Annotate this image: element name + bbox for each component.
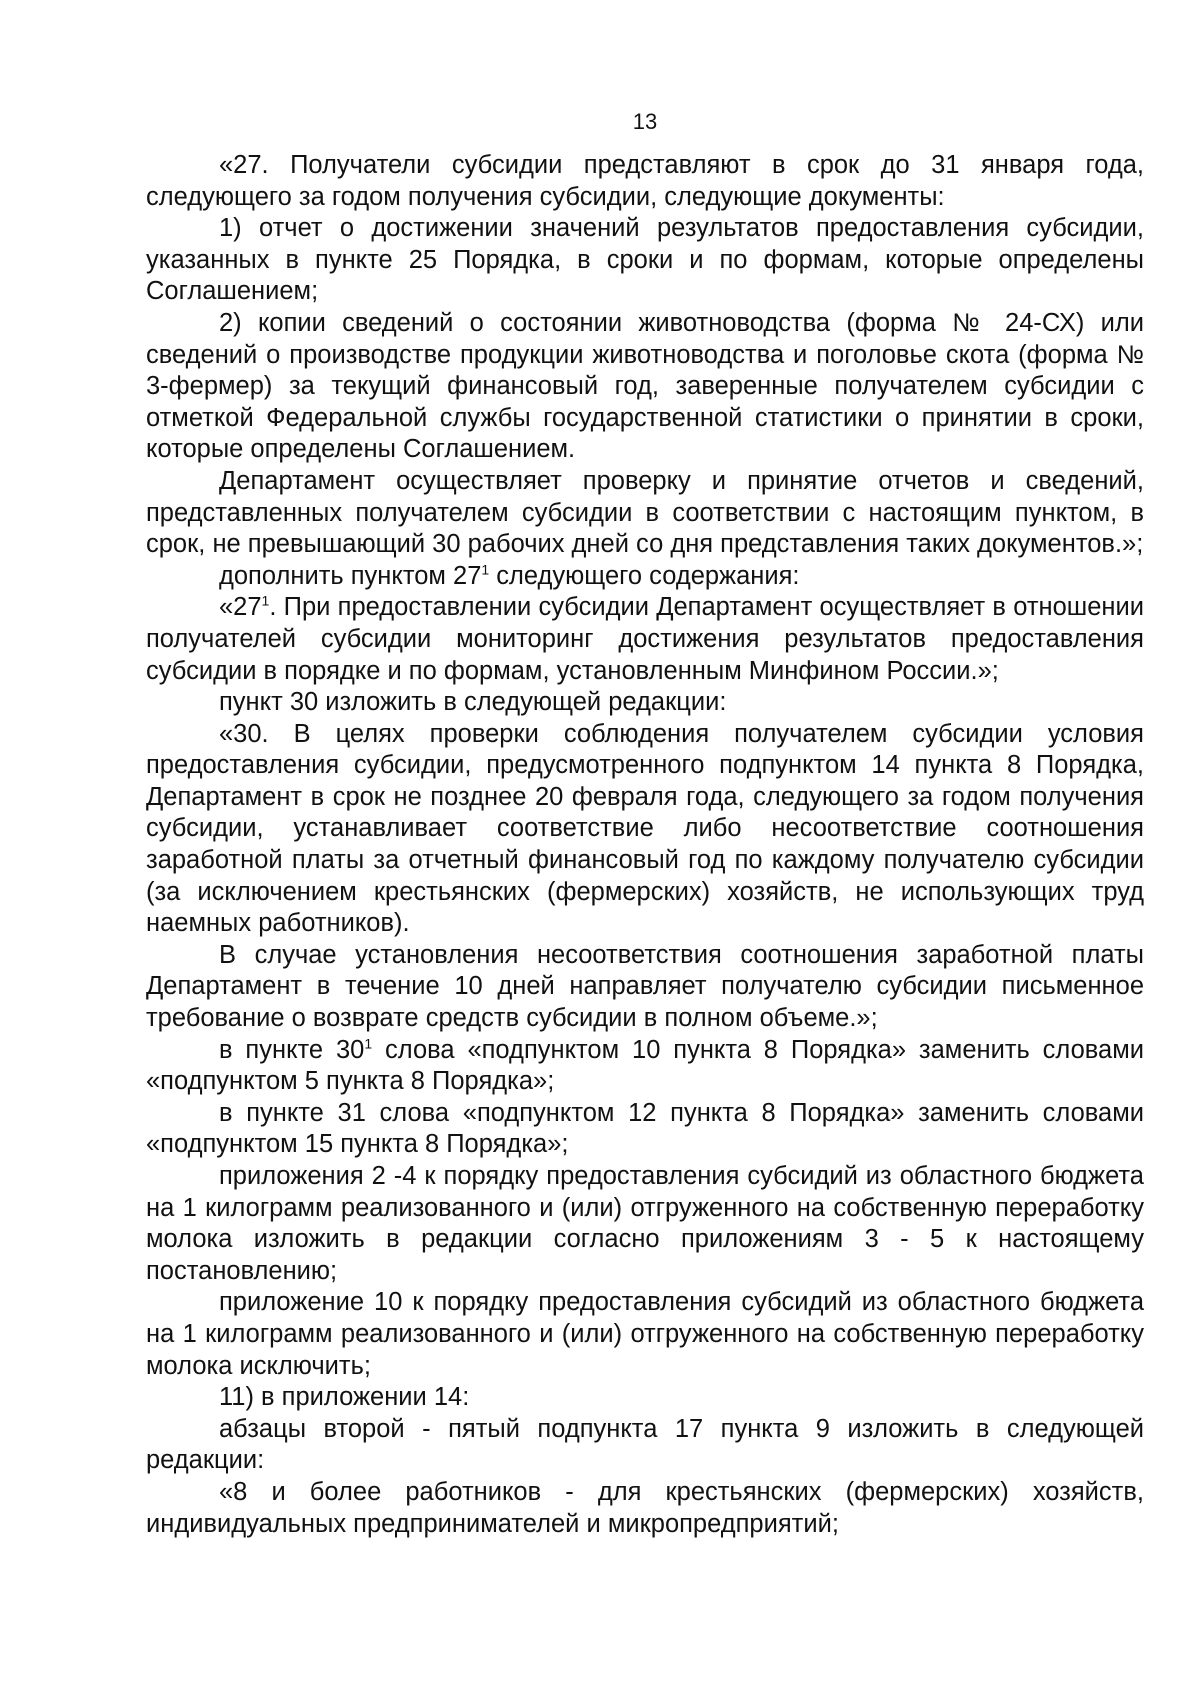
text-fragment: в пункте 30: [219, 1035, 365, 1064]
page-number: 13: [632, 109, 658, 134]
text-fragment: слова «подпунктом 10 пункта 8 Порядка» заменить словами «подпунктом 5 пункта 8 Порядка»;: [146, 1035, 1144, 1096]
superscript: 1: [481, 561, 490, 578]
paragraph-amend-30: пункт 30 изложить в следующей редакции:: [219, 688, 727, 717]
paragraph-amend-31: в пункте 31 слова «подпунктом 12 пункта 8 Порядка» заменить словами «подпунктом 15 пункта 8 Порядка»;: [146, 1098, 1144, 1159]
text-fragment: следующего содержания:: [489, 561, 800, 590]
text-fragment: «27: [219, 593, 262, 622]
paragraph-appendices-2-4: приложения 2 -4 к порядку предоставления субсидий из областного бюджета на 1 килограмм реализованного и (или) отгруженного на собственную переработку молока изложить в редакции согласно приложениям 3 - 5 к настоящему постановлению;: [146, 1162, 1144, 1285]
paragraph-27: «27. Получатели субсидии представляют в срок до 31 января года, следующего за годом получения субсидии, следующие документы:: [146, 151, 1144, 211]
document-page: [146, 108, 1144, 1540]
paragraph-amend-30-1: [146, 1035, 1144, 1098]
paragraph-30: «30. В целях проверки соблюдения получателем субсидии условия предоставления субсидии, предусмотренного подпунктом 14 пункта 8 Порядка, Департамент в срок не позднее 20 февраля года, следующего за годом получения субсидии, устанавливает соответствие либо несоответствие соотношения заработной платы за отчетный финансовый год по каждому получателю субсидии (за исключением крестьянских (фермерских) хозяйств, не использующих труд наемных работников).: [146, 719, 1144, 938]
paragraph-30-mismatch: В случае установления несоответствия соотношения заработной платы Департамент в течение 10 дней направляет получателю субсидии письменное требование о возврате средств субсидии в полном объеме.»;: [146, 940, 1144, 1033]
paragraph-add-27-1: [146, 561, 1144, 593]
paragraph-27-item-1: 1) отчет о достижении значений результатов предоставления субсидии, указанных в пункте 25 Порядка, в сроки и по формам, которые определены Соглашением;: [146, 214, 1144, 306]
paragraph-8-workers: «8 и более работников - для крестьянских (фермерских) хозяйств, индивидуальных предпринимателей и микропредприятий;: [146, 1477, 1144, 1538]
paragraph-subitem-17: абзацы второй - пятый подпункта 17 пункта 9 изложить в следующей редакции:: [146, 1414, 1144, 1475]
paragraph-27-1: [146, 592, 1144, 687]
text-fragment: . При предоставлении субсидии Департамент осуществляет в отношении получателей субсидии мониторинг достижения результатов предоставления субсидии в порядке и по формам, установленным Минфином России.»;: [146, 593, 1144, 685]
paragraph-department-check: Департамент осуществляет проверку и принятие отчетов и сведений, представленных получателем субсидии в соответствии с настоящим пунктом, в срок, не превышающий 30 рабочих дней со дня представления таких документов.»;: [146, 466, 1144, 559]
paragraph-appendix-10: приложение 10 к порядку предоставления субсидий из областного бюджета на 1 килограмм реализованного и (или) отгруженного на собственную переработку молока исключить;: [146, 1288, 1144, 1380]
paragraph-27-item-2: 2) копии сведений о состоянии животноводства (форма № 24-СХ) или сведений о производстве продукции животноводства и поголовье скота (форма № 3-фермер) за текущий финансовый год, заверенные получателем субсидии с отметкой Федеральной службы государственной статистики о принятии в сроки, которые определены Соглашением.: [146, 308, 1144, 464]
text-fragment: дополнить пунктом 27: [219, 561, 482, 590]
superscript: 1: [261, 592, 270, 609]
paragraph-item-11: 11) в приложении 14:: [219, 1383, 470, 1412]
superscript: 1: [364, 1035, 373, 1052]
